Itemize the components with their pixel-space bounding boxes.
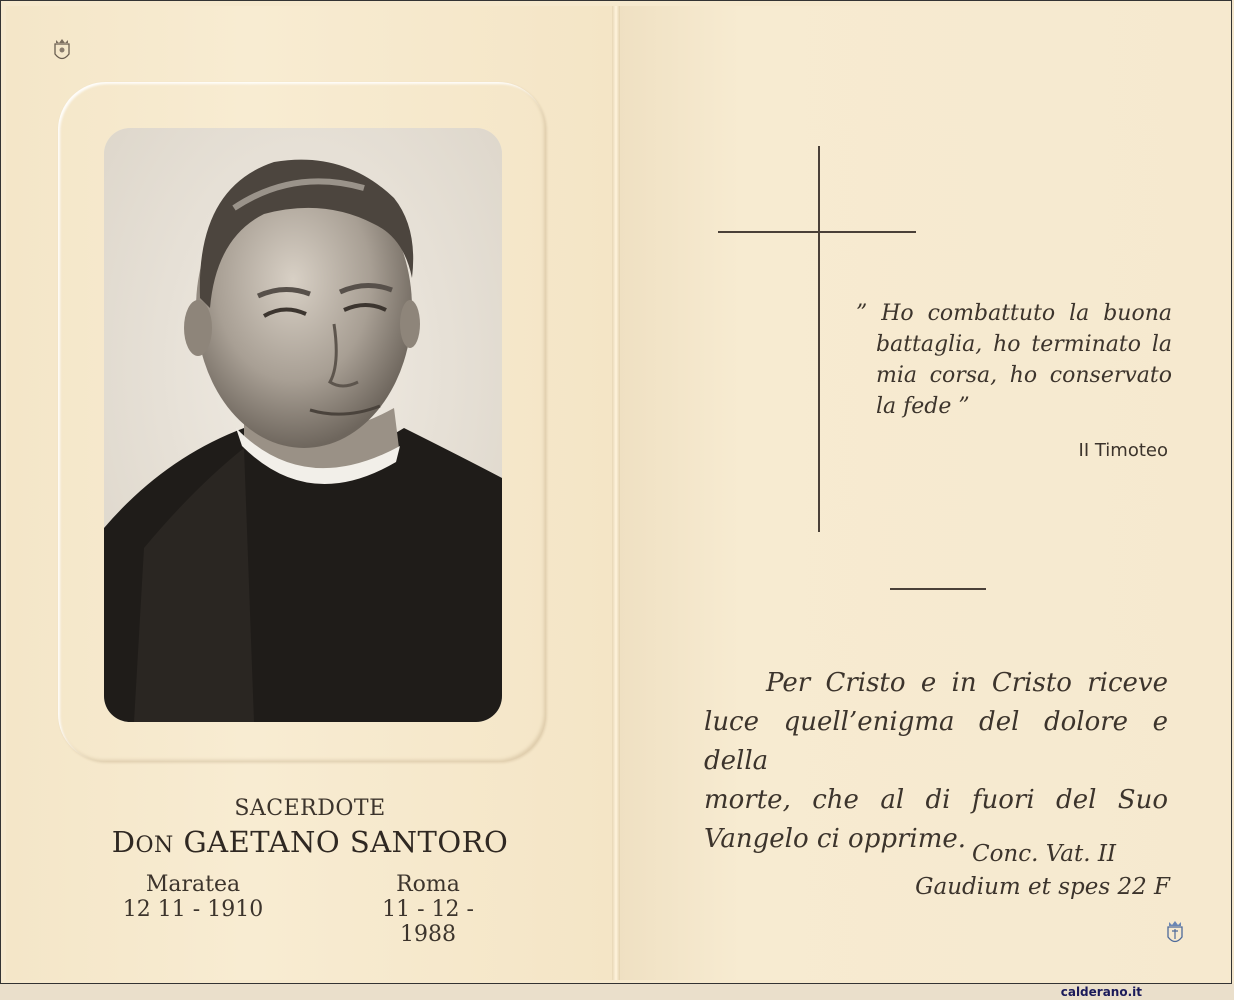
card-fold [612, 6, 620, 980]
portrait-photo [104, 128, 502, 722]
divider-line [890, 588, 986, 590]
passage-line: luce quell’enigma del dolore e della [704, 707, 1168, 776]
birth-date: 12 11 - 1910 [122, 897, 264, 922]
title-sacerdote: SACERDOTE [234, 796, 386, 821]
reference-line: Conc. Vat. II [971, 841, 1116, 867]
passage-line: Per Cristo e in Cristo riceve [766, 668, 1168, 698]
name-prefix-rest: ON [135, 833, 174, 858]
crest-icon [1166, 920, 1184, 946]
scripture-quote [856, 298, 1172, 422]
cross-icon [818, 146, 820, 532]
deceased-name [100, 825, 520, 859]
quote-attribution: II Timoteo [1078, 440, 1168, 461]
birth-place: Maratea [145, 872, 241, 897]
passage-reference [915, 838, 1170, 904]
death-date: 11 - 12 - 1988 [382, 897, 474, 947]
death-place: Roma [396, 872, 460, 897]
name-prefix-initial: D [111, 825, 136, 859]
name-main: GAETANO SANTORO [183, 825, 509, 859]
crest-icon [53, 38, 71, 64]
quote-line: ” Ho combattuto la buona [856, 301, 1172, 326]
passage-line: Vangelo ci opprime. [704, 824, 967, 854]
site-watermark[interactable]: calderano.it [1060, 985, 1142, 999]
reference-line: Gaudium et spes 22 F [915, 874, 1170, 900]
cross-bar [718, 231, 916, 233]
deceased-name-block [100, 796, 520, 859]
council-passage [704, 664, 1168, 859]
quote-line: battaglia, ho terminato la [876, 332, 1172, 357]
footer-bar [0, 984, 1234, 1000]
birth-block [120, 872, 266, 922]
quote-line: mia corsa, ho conservato [876, 363, 1172, 388]
quote-line: la fede ” [876, 394, 970, 419]
death-block [352, 872, 504, 947]
passage-line: morte, che al di fuori del Suo [704, 785, 1168, 815]
